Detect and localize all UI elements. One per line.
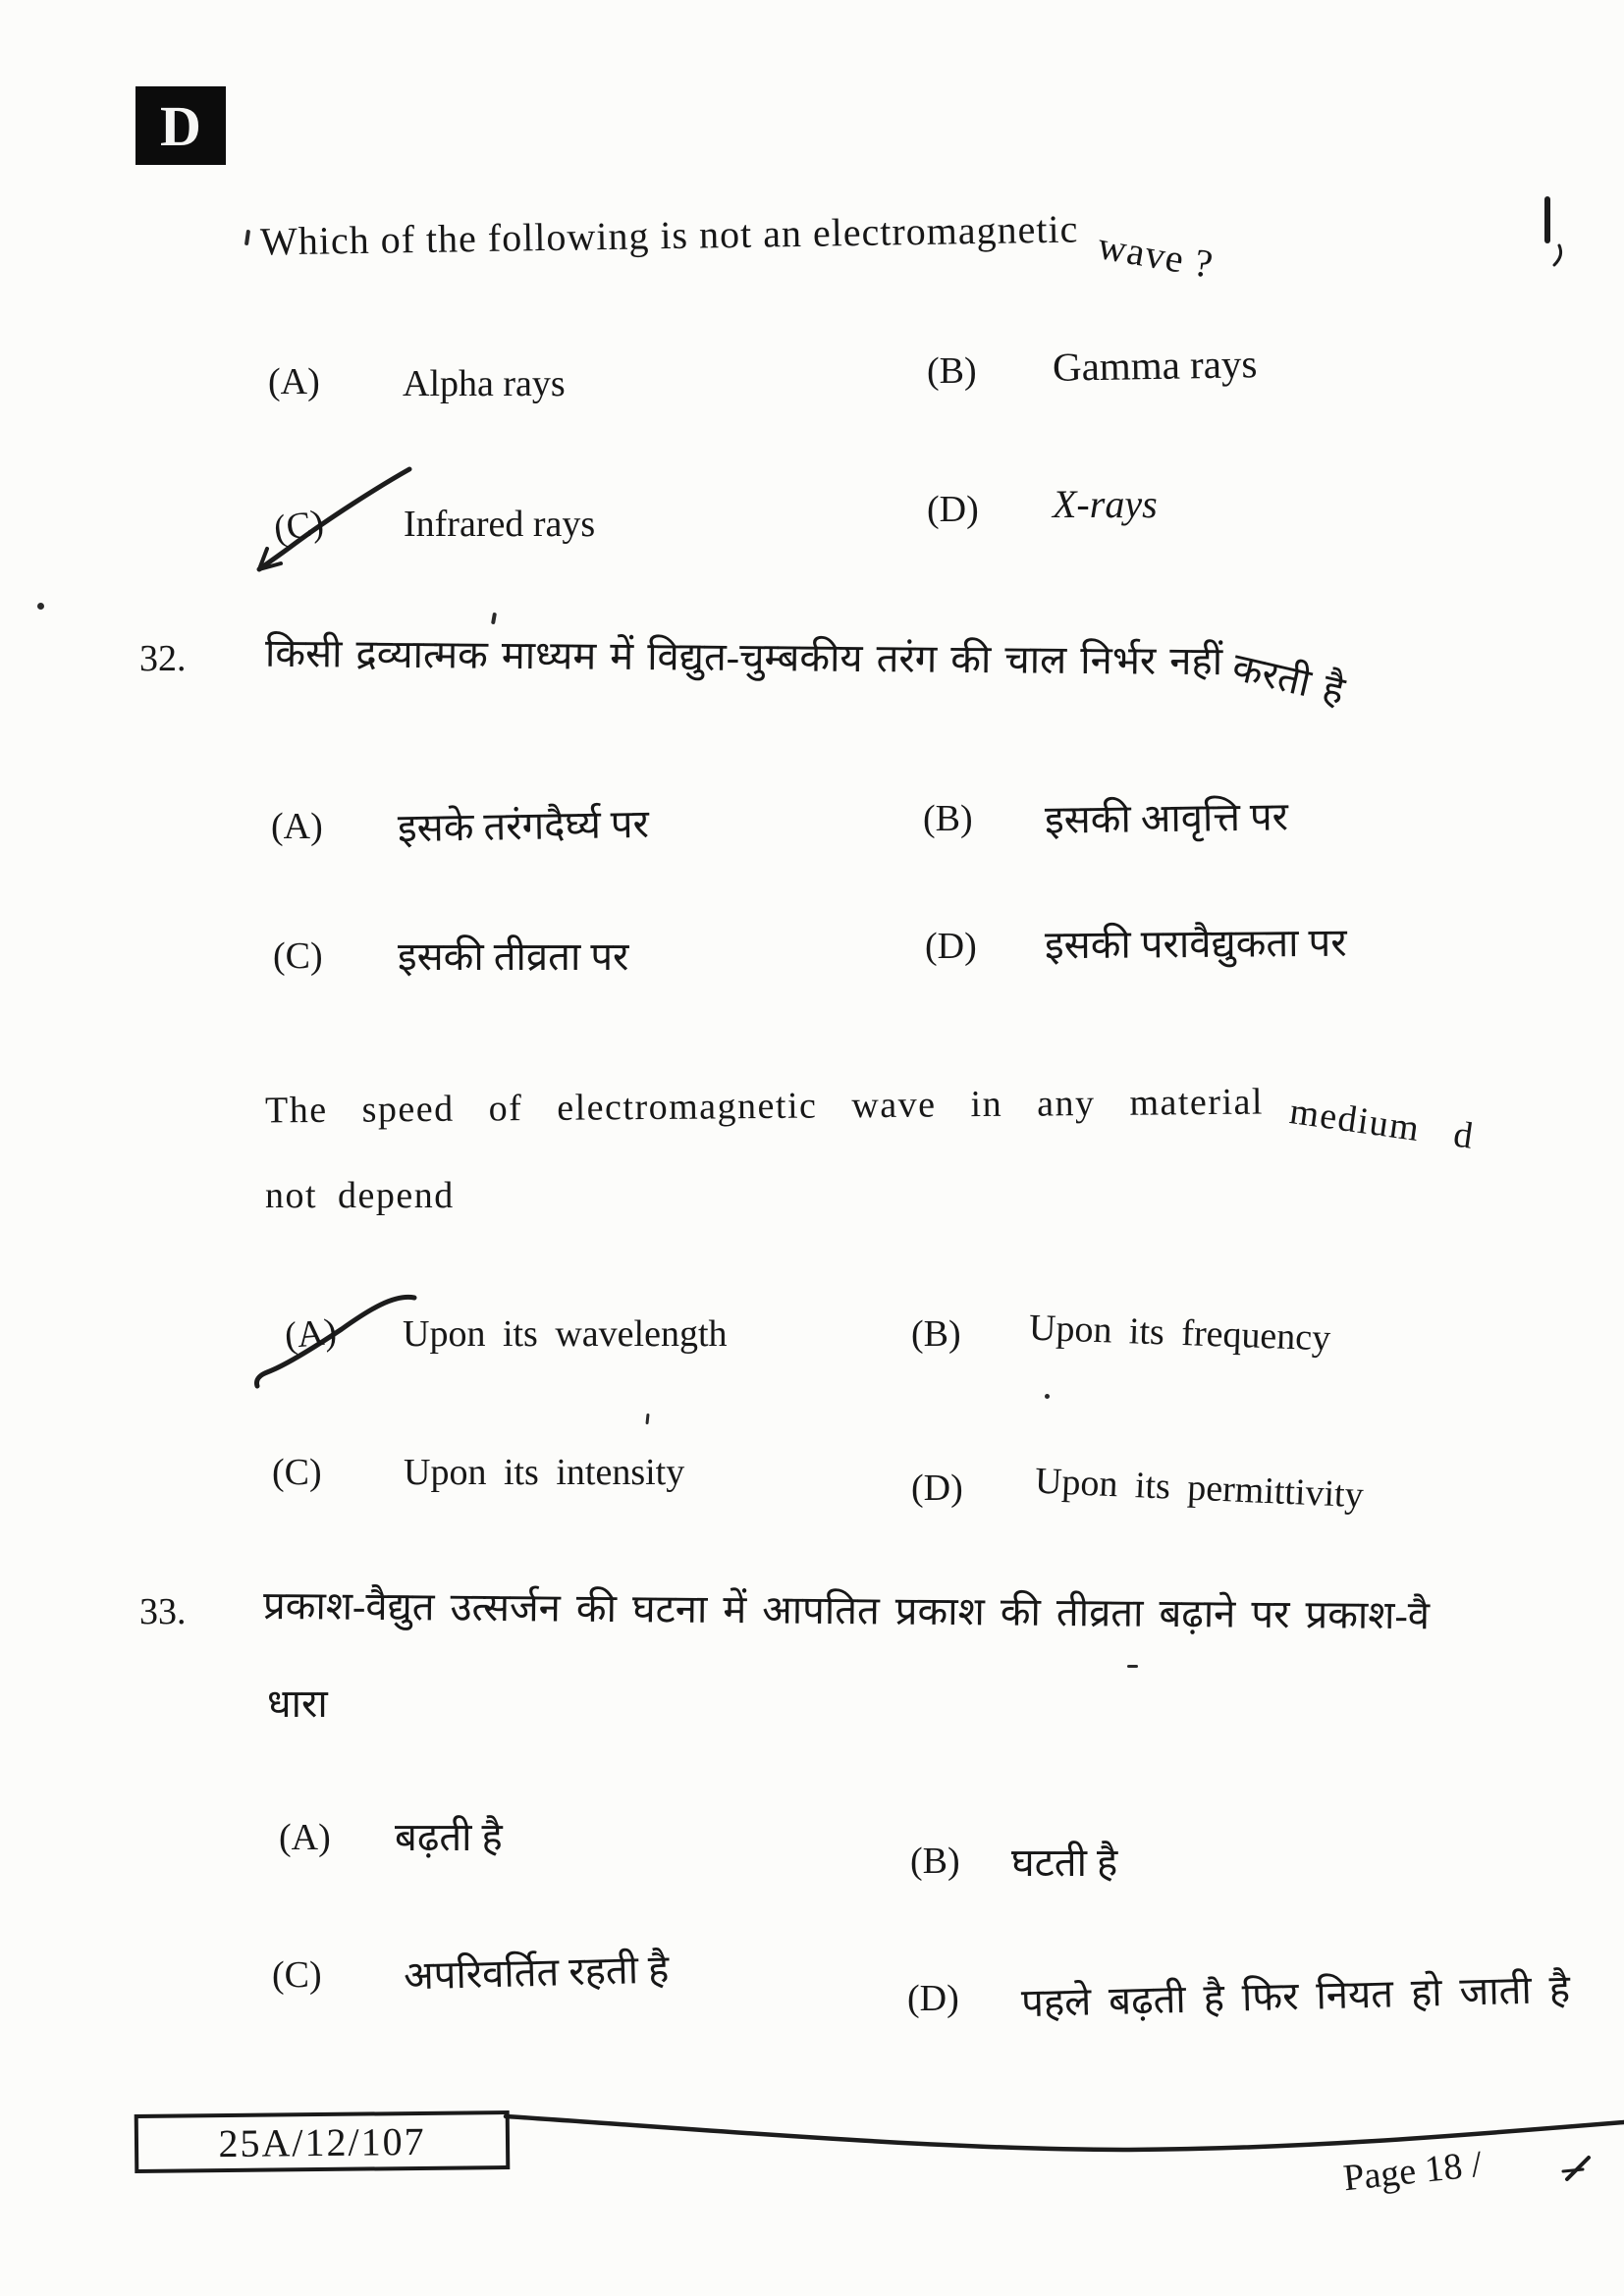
question-31-text: Which of the following is not an electromagnetic bbox=[259, 206, 1079, 264]
q33-option-c-text: अपरिवर्तित रहती है bbox=[403, 1947, 670, 1999]
q33-option-b-text: घटती है bbox=[1011, 1841, 1118, 1885]
footer-cut-glyph2 bbox=[1563, 2169, 1583, 2171]
q32-hindi-option-d-text: इसकी परावैद्युकता पर bbox=[1044, 920, 1347, 968]
q33-option-d-letter: (D) bbox=[907, 1978, 959, 2019]
q32-hindi-option-b-letter: (B) bbox=[923, 798, 973, 839]
q31-option-a-text: Alpha rays bbox=[403, 363, 566, 404]
question-32-english-tail: medium d bbox=[1286, 1091, 1478, 1157]
q33-option-a-letter: (A) bbox=[279, 1817, 331, 1858]
margin-comma-mark bbox=[1554, 245, 1561, 265]
q33-option-d-text: पहले बढ़ती है फिर नियत हो जाती है bbox=[1020, 1966, 1571, 2026]
q32-hindi-option-a-text: इसके तरंगदैर्घ्य पर bbox=[397, 801, 650, 851]
q31-option-b-text: Gamma rays bbox=[1052, 341, 1258, 390]
question-32-english-line2: not depend bbox=[265, 1175, 455, 1216]
question-32-hindi-tail: करती है bbox=[1228, 644, 1349, 714]
question-31-text-line bbox=[259, 206, 1218, 287]
q32-hindi-option-b-text: इसकी आवृत्ति पर bbox=[1044, 794, 1289, 842]
footer-booklet-code-box bbox=[135, 2110, 511, 2173]
q31-option-a-letter: (A) bbox=[268, 361, 320, 402]
q33-option-a-text: बढ़ती है bbox=[395, 1815, 503, 1859]
footer-booklet-code: 25A/12/107 bbox=[218, 2118, 426, 2165]
footer-cut-glyph bbox=[1567, 2158, 1589, 2179]
question-32-hindi-line bbox=[264, 628, 1349, 714]
q32-hindi-option-c-text: इसकी तीव्रता पर bbox=[398, 934, 629, 979]
q32-en-option-a-text: Upon its wavelength bbox=[403, 1313, 728, 1355]
footer-page-number-label: Page 18 / bbox=[1341, 2143, 1485, 2200]
q32-en-option-d-text: Upon its permittivity bbox=[1034, 1460, 1365, 1517]
scan-speck bbox=[491, 613, 497, 625]
question-33-number: 33. bbox=[139, 1591, 187, 1632]
series-code-letter: D bbox=[160, 93, 201, 158]
scan-speck bbox=[244, 230, 250, 245]
q31-option-d-letter: (D) bbox=[927, 489, 979, 530]
q33-option-b-letter: (B) bbox=[910, 1841, 960, 1882]
q31-option-d-text: X-rays bbox=[1053, 482, 1158, 526]
q33-option-c-letter: (C) bbox=[272, 1954, 322, 1996]
series-code-box bbox=[135, 86, 226, 165]
question-32-hindi-text: किसी द्रव्यात्मक माध्यम में विद्युत-चुम्बकीय तरंग की चाल निर्भर नहीं bbox=[264, 630, 1223, 684]
q32-hindi-option-a-letter: (A) bbox=[271, 806, 323, 847]
question-33-hindi-line2: धारा bbox=[267, 1682, 328, 1726]
scan-speck bbox=[645, 1414, 649, 1424]
question-32-english-text: The speed of electromagnetic wave in any material bbox=[264, 1081, 1265, 1132]
q32-en-option-a-letter: (A) bbox=[283, 1310, 339, 1358]
answer-tick-q31c-barb1-icon bbox=[259, 563, 281, 569]
q31-option-c-letter: (C) bbox=[271, 502, 327, 551]
scan-speck bbox=[1045, 1394, 1050, 1399]
scan-speck bbox=[37, 603, 44, 610]
q32-en-option-d-letter: (D) bbox=[911, 1468, 963, 1509]
q31-option-b-letter: (B) bbox=[927, 350, 977, 392]
q32-en-option-c-letter: (C) bbox=[272, 1452, 322, 1493]
q32-en-option-b-text: Upon its frequency bbox=[1028, 1307, 1331, 1360]
question-33-hindi-line1: प्रकाश-वैद्युत उत्सर्जन की घटना में आपतित प्रकाश की तीव्रता बढ़ाने पर प्रकाश-वै bbox=[262, 1582, 1431, 1638]
q32-hindi-option-c-letter: (C) bbox=[273, 935, 323, 977]
question-32-number: 32. bbox=[139, 638, 187, 679]
q32-en-option-b-letter: (B) bbox=[911, 1313, 961, 1355]
scan-speck bbox=[1127, 1665, 1138, 1668]
q31-option-c-text: Infrared rays bbox=[404, 504, 596, 545]
q32-en-option-c-text: Upon its intensity bbox=[404, 1452, 685, 1493]
q32-hindi-option-d-letter: (D) bbox=[925, 926, 977, 967]
question-32-english-line1 bbox=[264, 1081, 1478, 1157]
question-31-text-tail: wave ? bbox=[1095, 223, 1218, 287]
answer-tick-q31c-barb2-icon bbox=[259, 549, 267, 569]
